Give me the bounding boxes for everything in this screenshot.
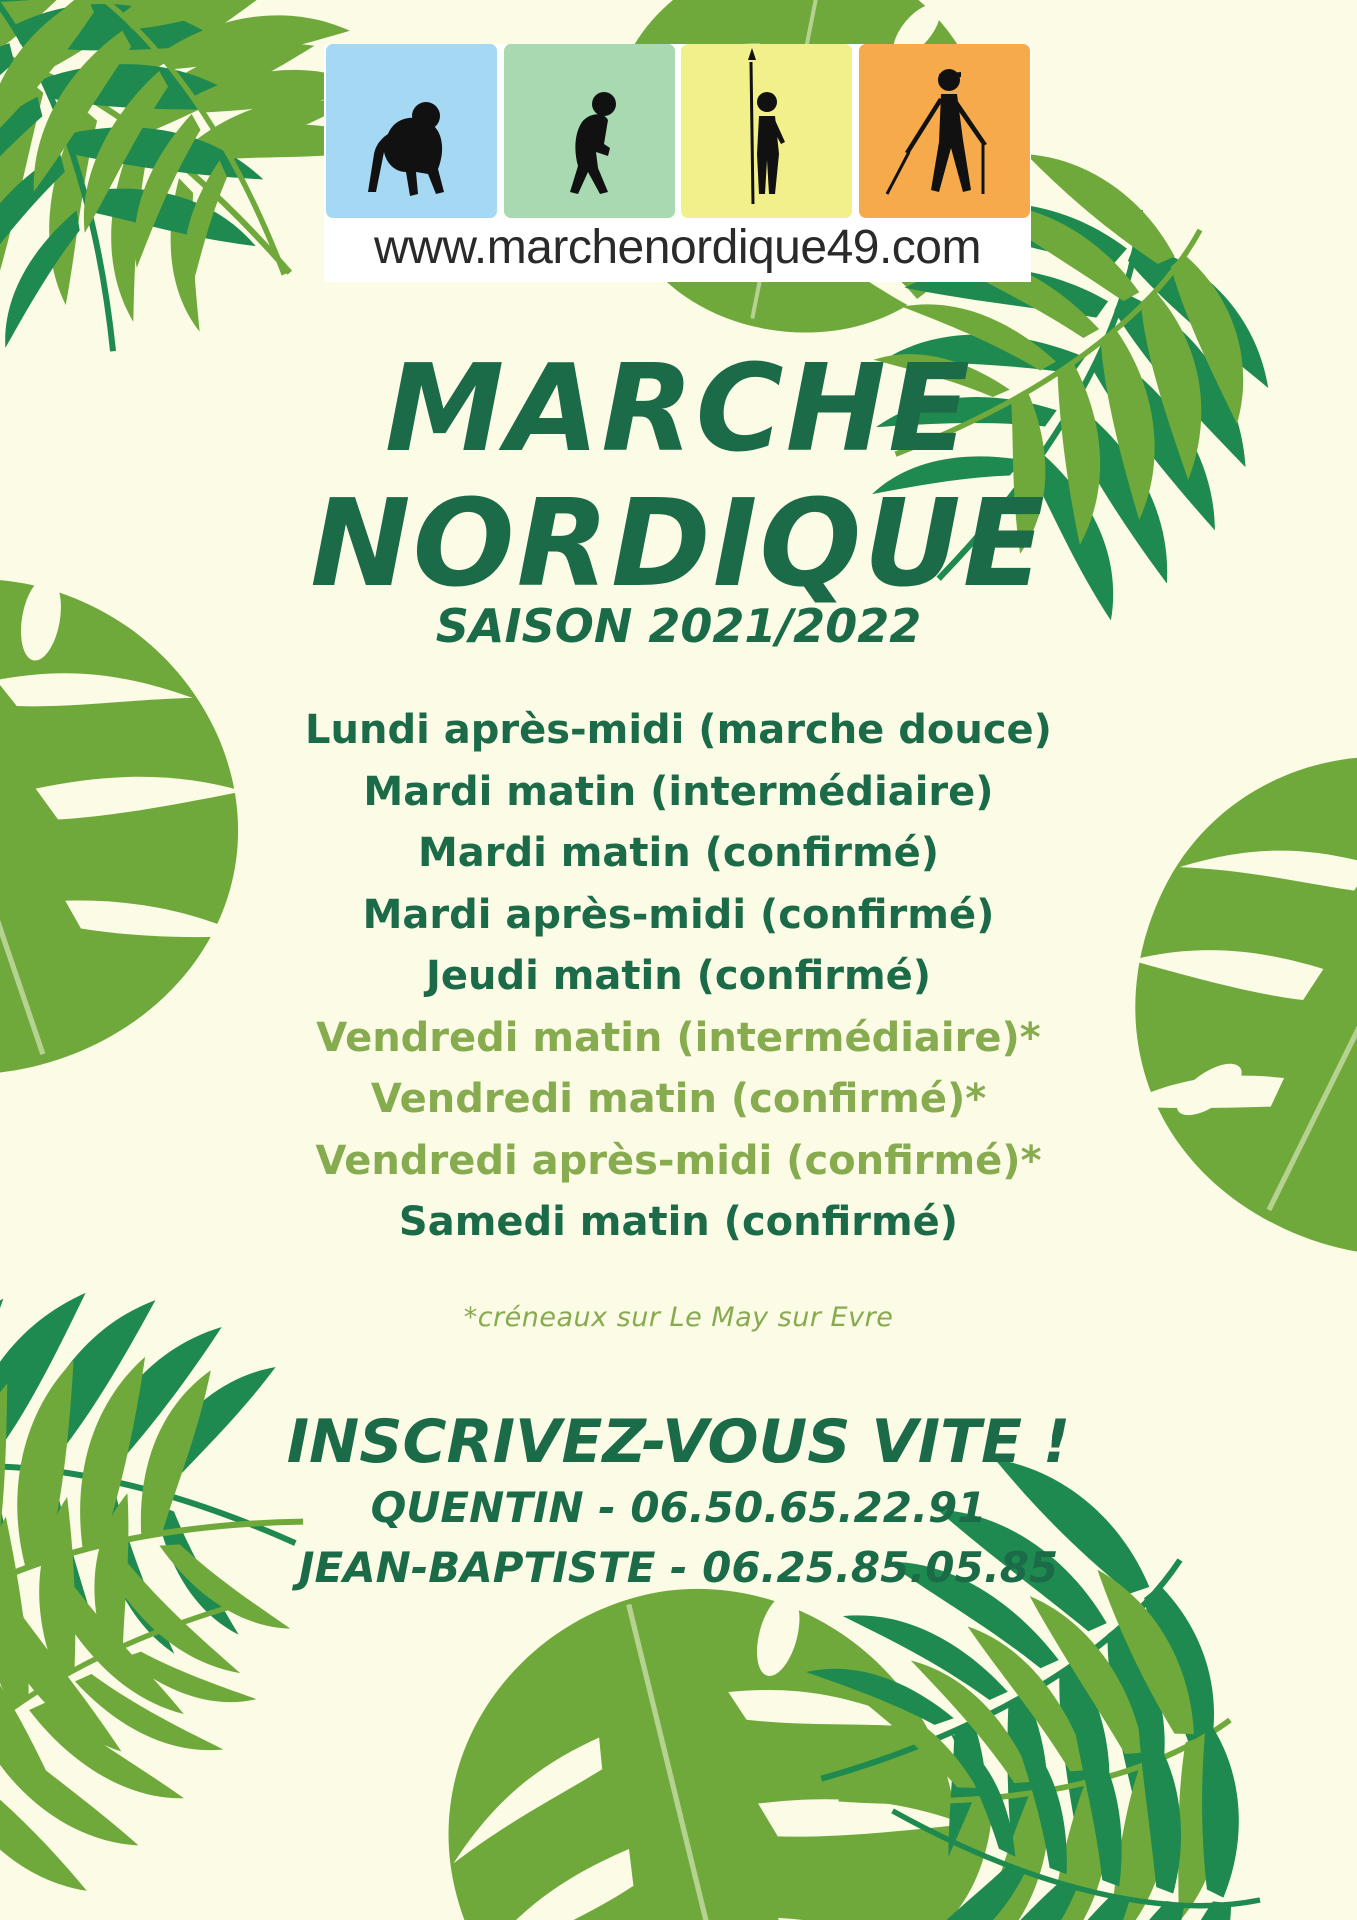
contact-quentin: QUENTIN - 06.50.65.22.91 [370,1483,987,1532]
schedule-list [0,700,1357,1254]
schedule-item: Vendredi matin (intermédiaire)* [316,1014,1041,1061]
title-line-marche: MARCHE [384,340,973,479]
schedule-item: Mardi matin (intermédiaire) [363,768,994,815]
logo-tile-hominid [504,44,675,218]
nordic-walker-icon [859,44,1030,218]
hunched-hominid-icon [504,44,675,218]
schedule-item: Jeudi matin (confirmé) [425,953,932,999]
club-logo [324,44,1031,282]
logo-tile-ape [326,44,497,218]
schedule-item: Mardi après-midi (confirmé) [362,891,995,938]
season-subtitle: SAISON 2021/2022 [435,599,922,653]
ape-silhouette-icon [326,44,497,218]
schedule-item: Samedi matin (confirmé) [398,1199,959,1245]
footnote: *créneaux sur Le May sur Evre [463,1302,894,1333]
title-line-nordique: NORDIQUE [310,475,1047,614]
schedule-item: Vendredi après-midi (confirmé)* [315,1137,1042,1184]
website-url: www.marchenordique49.com [374,221,981,274]
signup-call-to-action: INSCRIVEZ-VOUS VITE ! [286,1407,1071,1477]
schedule-item: Mardi matin (confirmé) [417,830,940,876]
contact-jean-baptiste: JEAN-BAPTISTE - 06.25.85.05.85 [298,1543,1059,1592]
logo-tile-hunter [681,44,852,218]
hunter-with-spear-icon [681,44,852,218]
schedule-item: Vendredi matin (confirmé)* [370,1076,987,1122]
logo-tile-nordic-walker [859,44,1030,218]
schedule-item: Lundi après-midi (marche douce) [305,707,1052,753]
